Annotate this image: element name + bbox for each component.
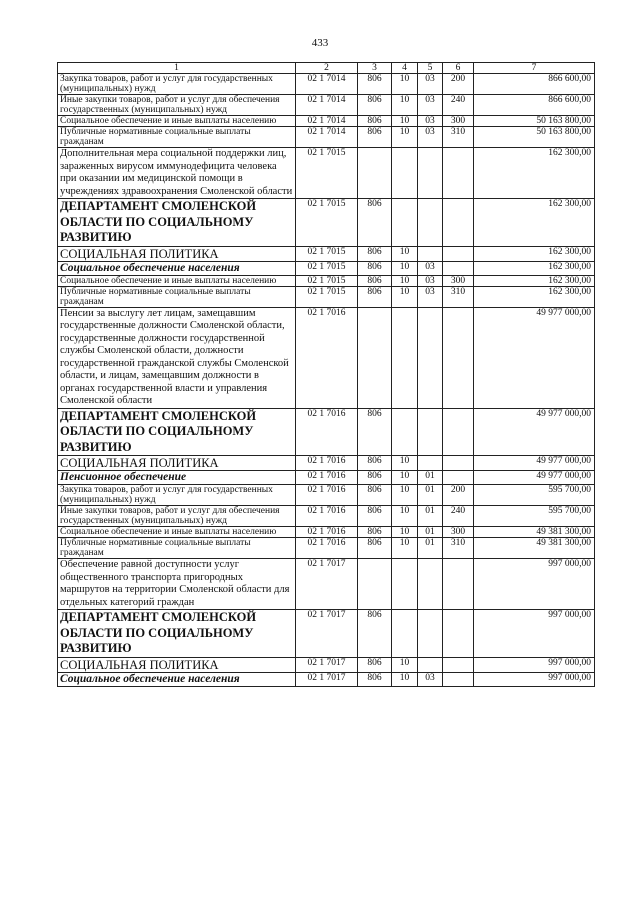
row-expense-type-cell: 310	[443, 286, 474, 307]
row-target-article-cell: 02 1 7017	[296, 559, 358, 610]
table-body	[58, 74, 595, 687]
row-name-cell: СОЦИАЛЬНАЯ ПОЛИТИКА	[58, 246, 296, 261]
row-ministry-code-cell: 806	[358, 286, 392, 307]
row-section-cell: 10	[392, 275, 418, 286]
row-name-cell: ДЕПАРТАМЕНТ СМОЛЕНСКОЙ ОБЛАСТИ ПО СОЦИАЛЬНОМУ РАЗВИТИЮ	[58, 199, 296, 247]
table-row	[58, 471, 595, 485]
row-section-cell: 10	[392, 261, 418, 275]
row-amount-cell: 162 300,00	[474, 148, 595, 199]
row-expense-type-cell: 310	[443, 538, 474, 559]
row-section-cell: 10	[392, 485, 418, 506]
row-name-cell: Публичные нормативные социальные выплаты гражданам	[58, 286, 296, 307]
row-expense-type-cell: 310	[443, 127, 474, 148]
row-subsection-cell	[418, 657, 443, 672]
row-name-cell: Закупка товаров, работ и услуг для государственных (муниципальных) нужд	[58, 74, 296, 95]
row-ministry-code-cell: 806	[358, 506, 392, 527]
row-subsection-cell: 01	[418, 471, 443, 485]
row-expense-type-cell	[443, 456, 474, 471]
row-expense-type-cell: 300	[443, 116, 474, 127]
row-amount-cell: 997 000,00	[474, 610, 595, 658]
table-row	[58, 527, 595, 538]
table-row	[58, 506, 595, 527]
row-ministry-code-cell: 806	[358, 199, 392, 247]
row-name-cell: Закупка товаров, работ и услуг для государственных (муниципальных) нужд	[58, 485, 296, 506]
row-expense-type-cell: 200	[443, 74, 474, 95]
row-subsection-cell: 01	[418, 485, 443, 506]
table-row	[58, 95, 595, 116]
row-amount-cell: 595 700,00	[474, 485, 595, 506]
row-ministry-code-cell: 806	[358, 657, 392, 672]
budget-table	[57, 62, 595, 687]
table-row	[58, 657, 595, 672]
row-section-cell: 10	[392, 471, 418, 485]
row-target-article-cell: 02 1 7015	[296, 148, 358, 199]
row-ministry-code-cell: 806	[358, 471, 392, 485]
row-ministry-code-cell	[358, 148, 392, 199]
row-target-article-cell: 02 1 7016	[296, 485, 358, 506]
table-row	[58, 559, 595, 610]
row-expense-type-cell	[443, 307, 474, 408]
row-expense-type-cell	[443, 199, 474, 247]
row-section-cell: 10	[392, 538, 418, 559]
table-row	[58, 610, 595, 658]
row-ministry-code-cell: 806	[358, 246, 392, 261]
header-cell-section: 4	[392, 63, 418, 74]
table-row	[58, 199, 595, 247]
row-expense-type-cell	[443, 261, 474, 275]
row-section-cell: 10	[392, 657, 418, 672]
row-section-cell: 10	[392, 286, 418, 307]
table-row	[58, 286, 595, 307]
row-ministry-code-cell: 806	[358, 408, 392, 456]
table-row	[58, 148, 595, 199]
row-amount-cell: 49 977 000,00	[474, 456, 595, 471]
row-ministry-code-cell: 806	[358, 95, 392, 116]
row-section-cell	[392, 559, 418, 610]
table-row	[58, 246, 595, 261]
row-amount-cell: 162 300,00	[474, 199, 595, 247]
table-row	[58, 456, 595, 471]
table-row	[58, 307, 595, 408]
row-section-cell: 10	[392, 456, 418, 471]
row-subsection-cell: 01	[418, 506, 443, 527]
row-name-cell: СОЦИАЛЬНАЯ ПОЛИТИКА	[58, 657, 296, 672]
row-target-article-cell: 02 1 7015	[296, 199, 358, 247]
row-name-cell: Обеспечение равной доступности услуг общественного транспорта пригородных маршрутов на территории Смоленской области для отдельных категорий граждан	[58, 559, 296, 610]
row-expense-type-cell	[443, 559, 474, 610]
row-name-cell: СОЦИАЛЬНАЯ ПОЛИТИКА	[58, 456, 296, 471]
row-name-cell: Социальное обеспечение населения	[58, 261, 296, 275]
row-amount-cell: 49 381 300,00	[474, 527, 595, 538]
row-section-cell: 10	[392, 116, 418, 127]
page-number: 433	[311, 37, 329, 49]
row-subsection-cell	[418, 559, 443, 610]
row-name-cell: ДЕПАРТАМЕНТ СМОЛЕНСКОЙ ОБЛАСТИ ПО СОЦИАЛЬНОМУ РАЗВИТИЮ	[58, 408, 296, 456]
table-row	[58, 261, 595, 275]
row-name-cell: Иные закупки товаров, работ и услуг для обеспечения государственных (муниципальных) нужд	[58, 506, 296, 527]
row-amount-cell: 49 977 000,00	[474, 408, 595, 456]
row-expense-type-cell	[443, 672, 474, 686]
row-target-article-cell: 02 1 7016	[296, 471, 358, 485]
row-section-cell: 10	[392, 127, 418, 148]
table-row	[58, 127, 595, 148]
row-name-cell: Пенсионное обеспечение	[58, 471, 296, 485]
header-cell-expense-type: 6	[443, 63, 474, 74]
row-subsection-cell	[418, 199, 443, 247]
row-subsection-cell	[418, 246, 443, 261]
row-amount-cell: 162 300,00	[474, 275, 595, 286]
row-target-article-cell: 02 1 7014	[296, 95, 358, 116]
row-section-cell: 10	[392, 527, 418, 538]
row-section-cell	[392, 408, 418, 456]
row-ministry-code-cell: 806	[358, 456, 392, 471]
row-expense-type-cell	[443, 471, 474, 485]
row-name-cell: Социальное обеспечение и иные выплаты населению	[58, 116, 296, 127]
row-amount-cell: 49 381 300,00	[474, 538, 595, 559]
row-amount-cell: 997 000,00	[474, 559, 595, 610]
row-subsection-cell: 03	[418, 74, 443, 95]
row-name-cell: Пенсии за выслугу лет лицам, замещавшим государственные должности Смоленской области, государственные должности государственной службы Смоленской области, должности государственной гражданской службы Смоленской области, и лицам, замещавшим должности в органах государственной власти и управления Смоленской области	[58, 307, 296, 408]
row-amount-cell: 50 163 800,00	[474, 127, 595, 148]
row-target-article-cell: 02 1 7017	[296, 657, 358, 672]
header-cell-target-article: 2	[296, 63, 358, 74]
table-header-row	[58, 63, 595, 74]
row-expense-type-cell: 300	[443, 527, 474, 538]
row-amount-cell: 50 163 800,00	[474, 116, 595, 127]
row-amount-cell: 49 977 000,00	[474, 307, 595, 408]
row-ministry-code-cell	[358, 559, 392, 610]
row-ministry-code-cell: 806	[358, 275, 392, 286]
row-expense-type-cell: 300	[443, 275, 474, 286]
row-expense-type-cell: 240	[443, 506, 474, 527]
row-subsection-cell: 01	[418, 527, 443, 538]
row-section-cell: 10	[392, 506, 418, 527]
row-section-cell: 10	[392, 672, 418, 686]
row-subsection-cell: 03	[418, 261, 443, 275]
row-subsection-cell	[418, 456, 443, 471]
row-name-cell: Дополнительная мера социальной поддержки лиц, зараженных вирусом иммунодефицита человека при оказании им медицинской помощи в учреждениях здравоохранения Смоленской области	[58, 148, 296, 199]
row-ministry-code-cell: 806	[358, 127, 392, 148]
table-row	[58, 672, 595, 686]
row-name-cell: Социальное обеспечение и иные выплаты населению	[58, 527, 296, 538]
row-ministry-code-cell: 806	[358, 116, 392, 127]
row-name-cell: Социальное обеспечение населения	[58, 672, 296, 686]
row-ministry-code-cell: 806	[358, 527, 392, 538]
row-section-cell: 10	[392, 74, 418, 95]
row-ministry-code-cell: 806	[358, 610, 392, 658]
row-amount-cell: 866 600,00	[474, 95, 595, 116]
row-subsection-cell: 01	[418, 538, 443, 559]
row-amount-cell: 866 600,00	[474, 74, 595, 95]
row-subsection-cell	[418, 408, 443, 456]
row-subsection-cell: 03	[418, 286, 443, 307]
row-target-article-cell: 02 1 7016	[296, 538, 358, 559]
row-amount-cell: 997 000,00	[474, 657, 595, 672]
row-target-article-cell: 02 1 7014	[296, 74, 358, 95]
row-expense-type-cell: 240	[443, 95, 474, 116]
row-target-article-cell: 02 1 7015	[296, 286, 358, 307]
header-cell-amount: 7	[474, 63, 595, 74]
row-target-article-cell: 02 1 7015	[296, 261, 358, 275]
row-expense-type-cell	[443, 657, 474, 672]
row-amount-cell: 162 300,00	[474, 261, 595, 275]
table-row	[58, 485, 595, 506]
row-subsection-cell: 03	[418, 275, 443, 286]
row-section-cell: 10	[392, 95, 418, 116]
row-name-cell: Социальное обеспечение и иные выплаты населению	[58, 275, 296, 286]
row-section-cell: 10	[392, 246, 418, 261]
row-expense-type-cell: 200	[443, 485, 474, 506]
row-expense-type-cell	[443, 408, 474, 456]
row-section-cell	[392, 610, 418, 658]
row-target-article-cell: 02 1 7016	[296, 408, 358, 456]
row-amount-cell: 49 977 000,00	[474, 471, 595, 485]
table-row	[58, 116, 595, 127]
table-row	[58, 408, 595, 456]
header-cell-name: 1	[58, 63, 296, 74]
row-ministry-code-cell: 806	[358, 74, 392, 95]
row-name-cell: Иные закупки товаров, работ и услуг для обеспечения государственных (муниципальных) нужд	[58, 95, 296, 116]
row-amount-cell: 162 300,00	[474, 246, 595, 261]
row-subsection-cell	[418, 148, 443, 199]
table-row	[58, 538, 595, 559]
row-subsection-cell: 03	[418, 116, 443, 127]
row-target-article-cell: 02 1 7017	[296, 672, 358, 686]
row-expense-type-cell	[443, 610, 474, 658]
row-name-cell: ДЕПАРТАМЕНТ СМОЛЕНСКОЙ ОБЛАСТИ ПО СОЦИАЛЬНОМУ РАЗВИТИЮ	[58, 610, 296, 658]
row-name-cell: Публичные нормативные социальные выплаты гражданам	[58, 538, 296, 559]
row-section-cell	[392, 199, 418, 247]
table-row	[58, 74, 595, 95]
row-subsection-cell	[418, 610, 443, 658]
row-expense-type-cell	[443, 148, 474, 199]
row-target-article-cell: 02 1 7015	[296, 275, 358, 286]
row-expense-type-cell	[443, 246, 474, 261]
row-target-article-cell: 02 1 7016	[296, 307, 358, 408]
row-ministry-code-cell: 806	[358, 672, 392, 686]
row-target-article-cell: 02 1 7016	[296, 506, 358, 527]
row-ministry-code-cell	[358, 307, 392, 408]
row-amount-cell: 595 700,00	[474, 506, 595, 527]
row-target-article-cell: 02 1 7017	[296, 610, 358, 658]
row-target-article-cell: 02 1 7014	[296, 116, 358, 127]
row-amount-cell: 997 000,00	[474, 672, 595, 686]
row-ministry-code-cell: 806	[358, 538, 392, 559]
row-subsection-cell: 03	[418, 672, 443, 686]
row-subsection-cell: 03	[418, 127, 443, 148]
row-target-article-cell: 02 1 7016	[296, 456, 358, 471]
row-target-article-cell: 02 1 7014	[296, 127, 358, 148]
header-cell-ministry-code: 3	[358, 63, 392, 74]
row-section-cell	[392, 307, 418, 408]
row-name-cell: Публичные нормативные социальные выплаты гражданам	[58, 127, 296, 148]
row-amount-cell: 162 300,00	[474, 286, 595, 307]
row-ministry-code-cell: 806	[358, 261, 392, 275]
row-target-article-cell: 02 1 7016	[296, 527, 358, 538]
table-row	[58, 275, 595, 286]
header-cell-subsection: 5	[418, 63, 443, 74]
row-subsection-cell	[418, 307, 443, 408]
row-subsection-cell: 03	[418, 95, 443, 116]
row-target-article-cell: 02 1 7015	[296, 246, 358, 261]
row-ministry-code-cell: 806	[358, 485, 392, 506]
row-section-cell	[392, 148, 418, 199]
